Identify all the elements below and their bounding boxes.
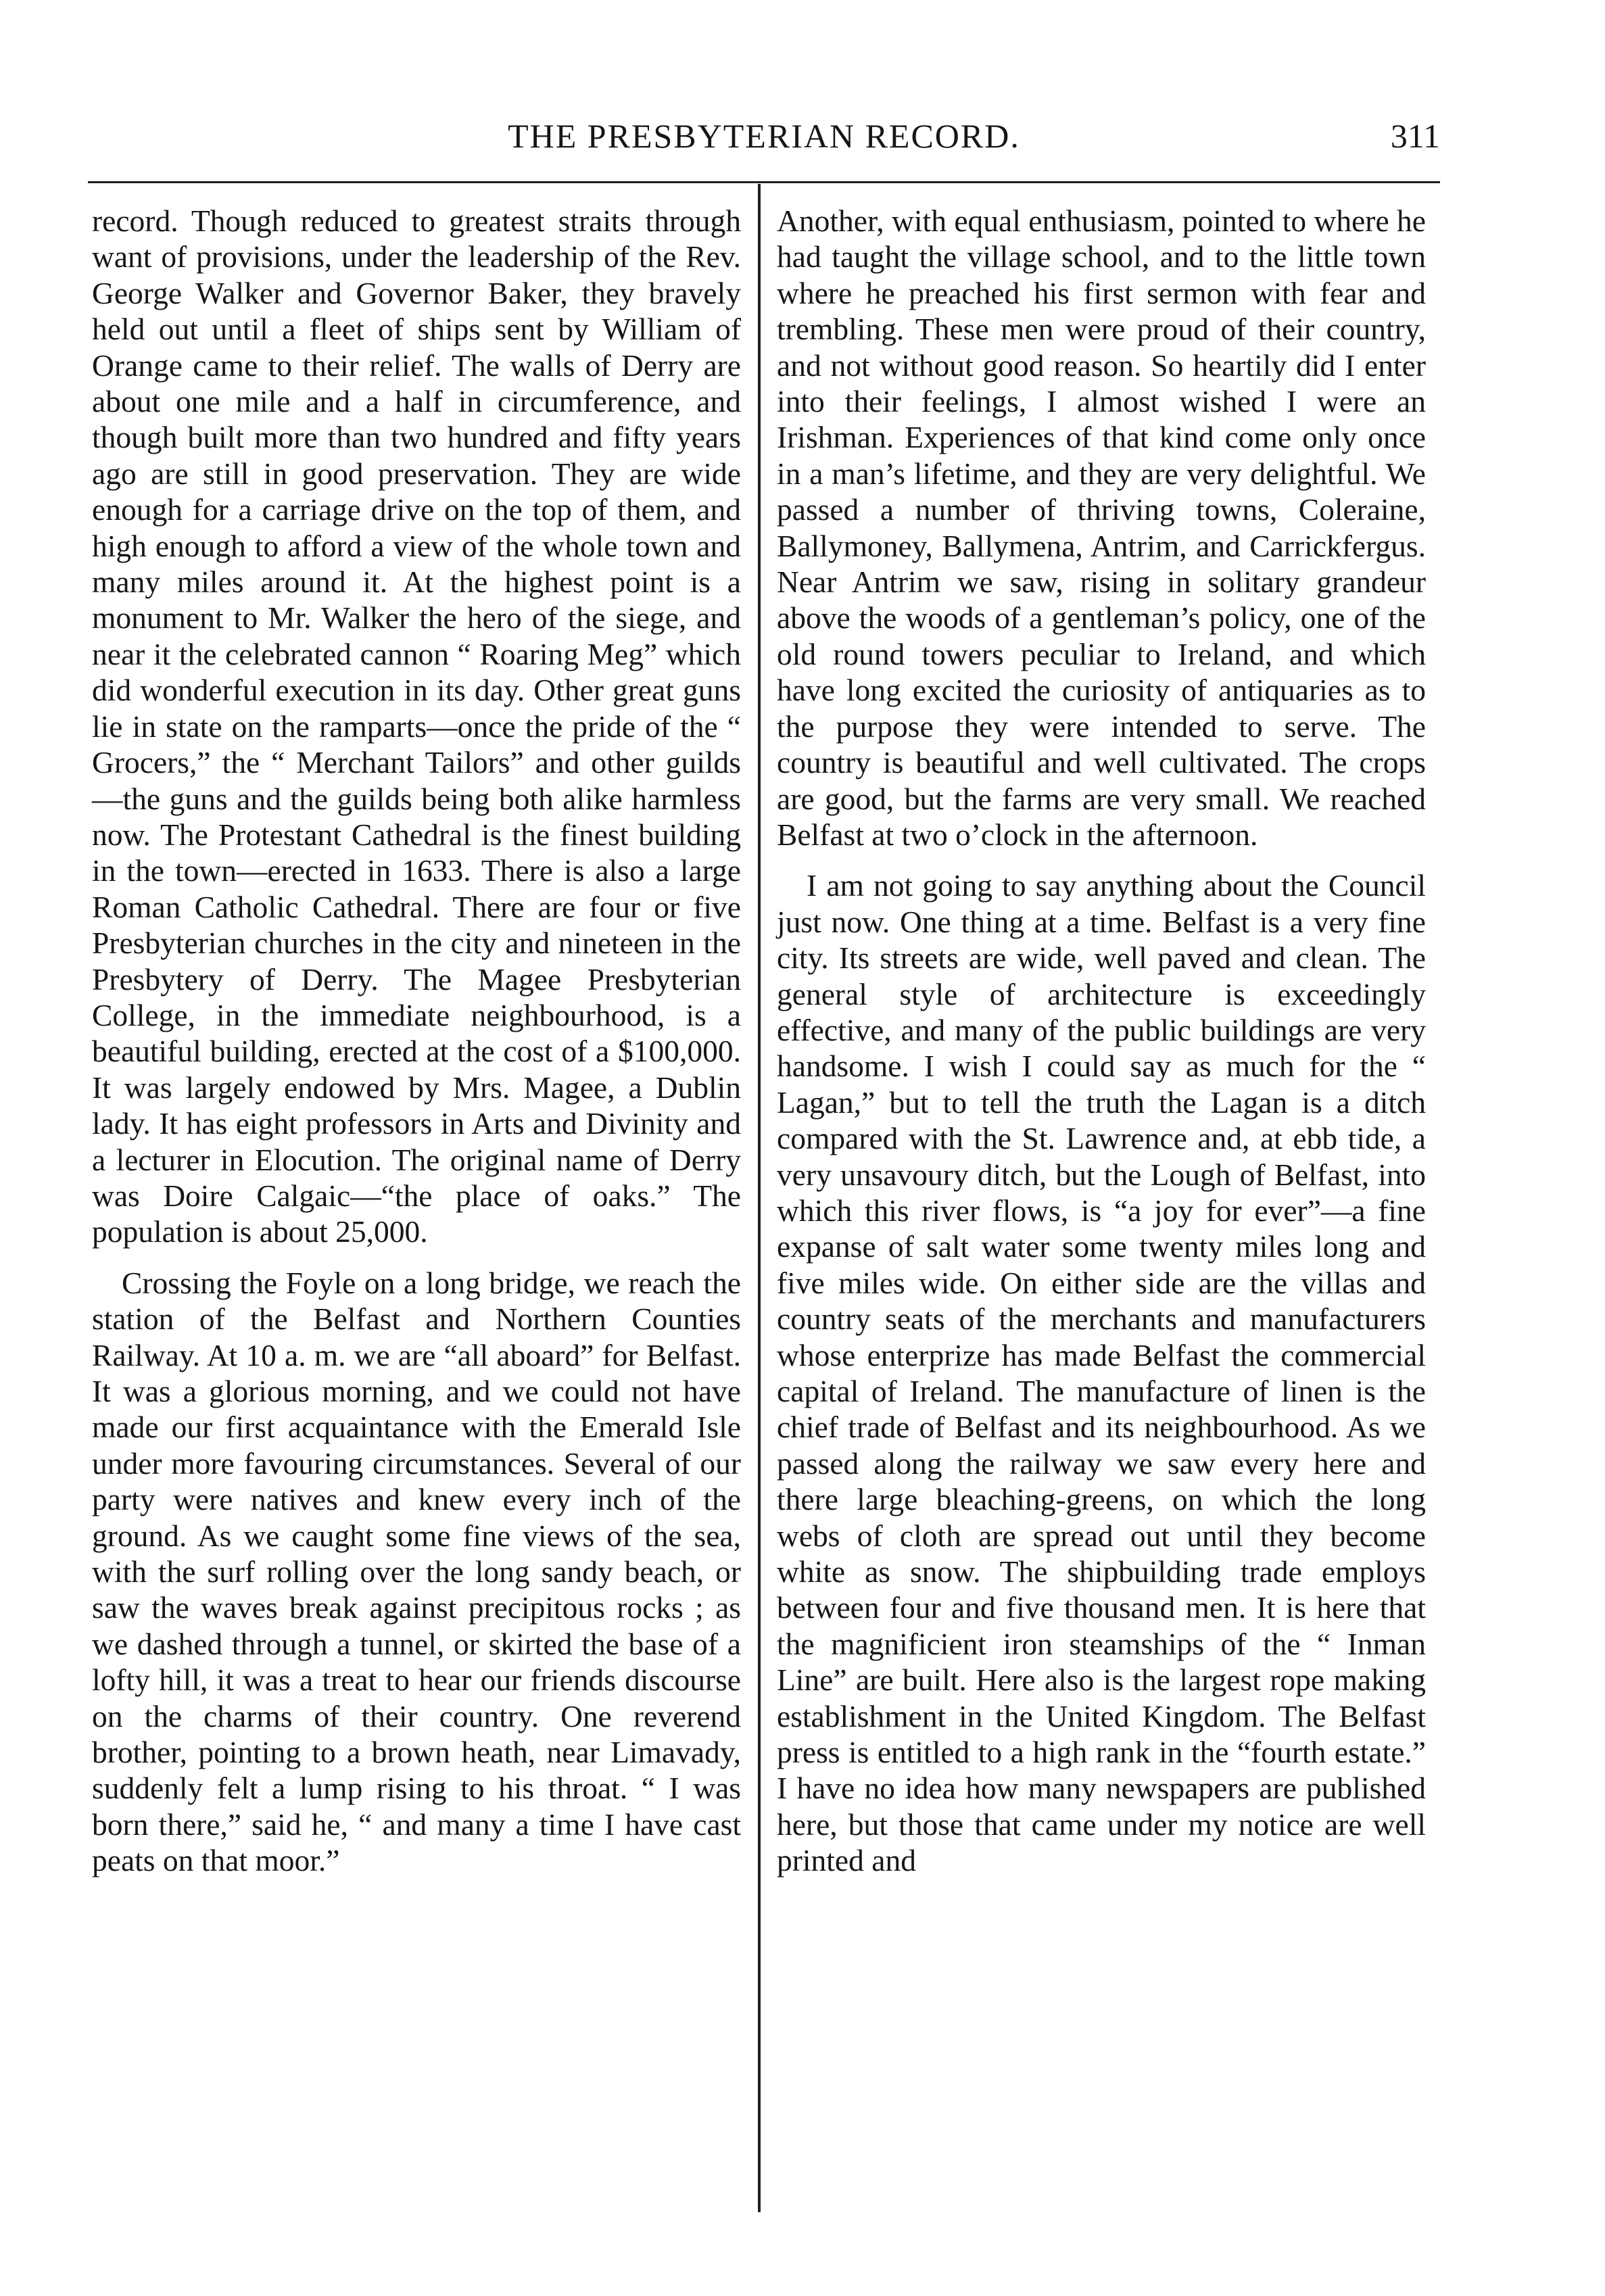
page-number: 311 — [1390, 117, 1440, 155]
header-rule — [88, 181, 1440, 183]
paragraph: I am not going to say anything about the Council just now. One thing at a time. Belfast is a very fine city. Its streets are wide, well paved and clean. The general style of architecture is exceedingly effective, and many of the public buildings are very handsome. I wish I could say as much for the “ Lagan,” but to tell the truth the Lagan is a ditch compared with the St. Lawrence and, at ebb tide, a very unsavoury ditch, but the Lough of Belfast, into which this river flows, is “a joy for ever”—a fine expanse of salt water some twenty miles long and five miles wide. On either side are the villas and country seats of the merchants and manufacturers whose enterprize has made Belfast the commercial capital of Ireland. The manufacture of linen is the chief trade of Belfast and its neighbourhood. As we passed along the railway we saw every here and there large bleaching-greens, on which the long webs of cloth are spread out until they become white as snow. The shipbuilding trade employs between four and five thousand men. It is here that the magnificient iron steamships of the “ Inman Line” are built. Here also is the largest rope making establishment in the United Kingdom. The Belfast press is entitled to a high rank in the “fourth estate.” I have no idea how many newspapers are published here, but those that came under my notice are well printed and — [777, 868, 1426, 1878]
running-head — [88, 112, 1440, 160]
right-column — [777, 203, 1426, 1879]
paragraph: Another, with equal enthusiasm, pointed to where he had taught the village school, and to the little town where he preached his first sermon with fear and trembling. These men were proud of their country, and not without good reason. So heartily did I enter into their feelings, I almost wished I were an Irishman. Experiences of that kind come only once in a man’s lifetime, and they are very delightful. We passed a number of thriving towns, Coleraine, Ballymoney, Ballymena, Antrim, and Carrickfergus. Near Antrim we saw, rising in solitary grandeur above the woods of a gentleman’s policy, one of the old round towers peculiar to Ireland, and which have long excited the curiosity of antiquaries as to the purpose they were intended to serve. The country is beautiful and well cultivated. The crops are good, but the farms are very small. We reached Belfast at two o’clock in the afternoon. — [777, 204, 1426, 852]
column-divider — [758, 184, 761, 2212]
paragraph: Crossing the Foyle on a long bridge, we reach the station of the Belfast and Northern Counties Railway. At 10 a. m. we are “all aboard” for Belfast. It was a glorious morning, and we could not have made our first acquaintance with the Emerald Isle under more favouring circumstances. Several of our party were natives and knew every inch of the ground. As we caught some fine views of the sea, with the surf rolling over the long sandy beach, or saw the waves break against precipitous rocks ; as we dashed through a tunnel, or skirted the base of a lofty hill, it was a treat to hear our friends discourse on the charms of their country. One reverend brother, pointing to a brown heath, near Limavady, suddenly felt a lump rising to his throat. “ I was born there,” said he, “ and many a time I have cast peats on that moor.” — [92, 1265, 741, 1878]
running-title: THE PRESBYTERIAN RECORD. — [508, 117, 1020, 155]
paragraph: record. Though reduced to greatest straits through want of provisions, under the leadership of the Rev. George Walker and Governor Baker, they bravely held out until a fleet of ships sent by William of Orange came to their relief. The walls of Derry are about one mile and a half in circumference, and though built more than two hundred and fifty years ago are still in good preservation. They are wide enough for a carriage drive on the top of them, and high enough to afford a view of the whole town and many miles around it. At the highest point is a monument to Mr. Walker the hero of the siege, and near it the celebrated cannon “ Roaring Meg” which did wonderful execution in its day. Other great guns lie in state on the ramparts—once the pride of the “ Grocers,” the “ Merchant Tailors” and other guilds—the guns and the guilds being both alike harmless now. The Protestant Cathedral is the finest building in the town—erected in 1633. There is also a large Roman Catholic Cathedral. There are four or five Presbyterian churches in the city and nineteen in the Presbytery of Derry. The Magee Presbyterian College, in the immediate neighbourhood, is a beautiful building, erected at the cost of a $100,000. It was largely endowed by Mrs. Magee, a Dublin lady. It has eight professors in Arts and Divinity and a lecturer in Elocution. The original name of Derry was Doire Calgaic—“the place of oaks.” The population is about 25,000. — [92, 204, 741, 1249]
left-column — [92, 203, 741, 1879]
